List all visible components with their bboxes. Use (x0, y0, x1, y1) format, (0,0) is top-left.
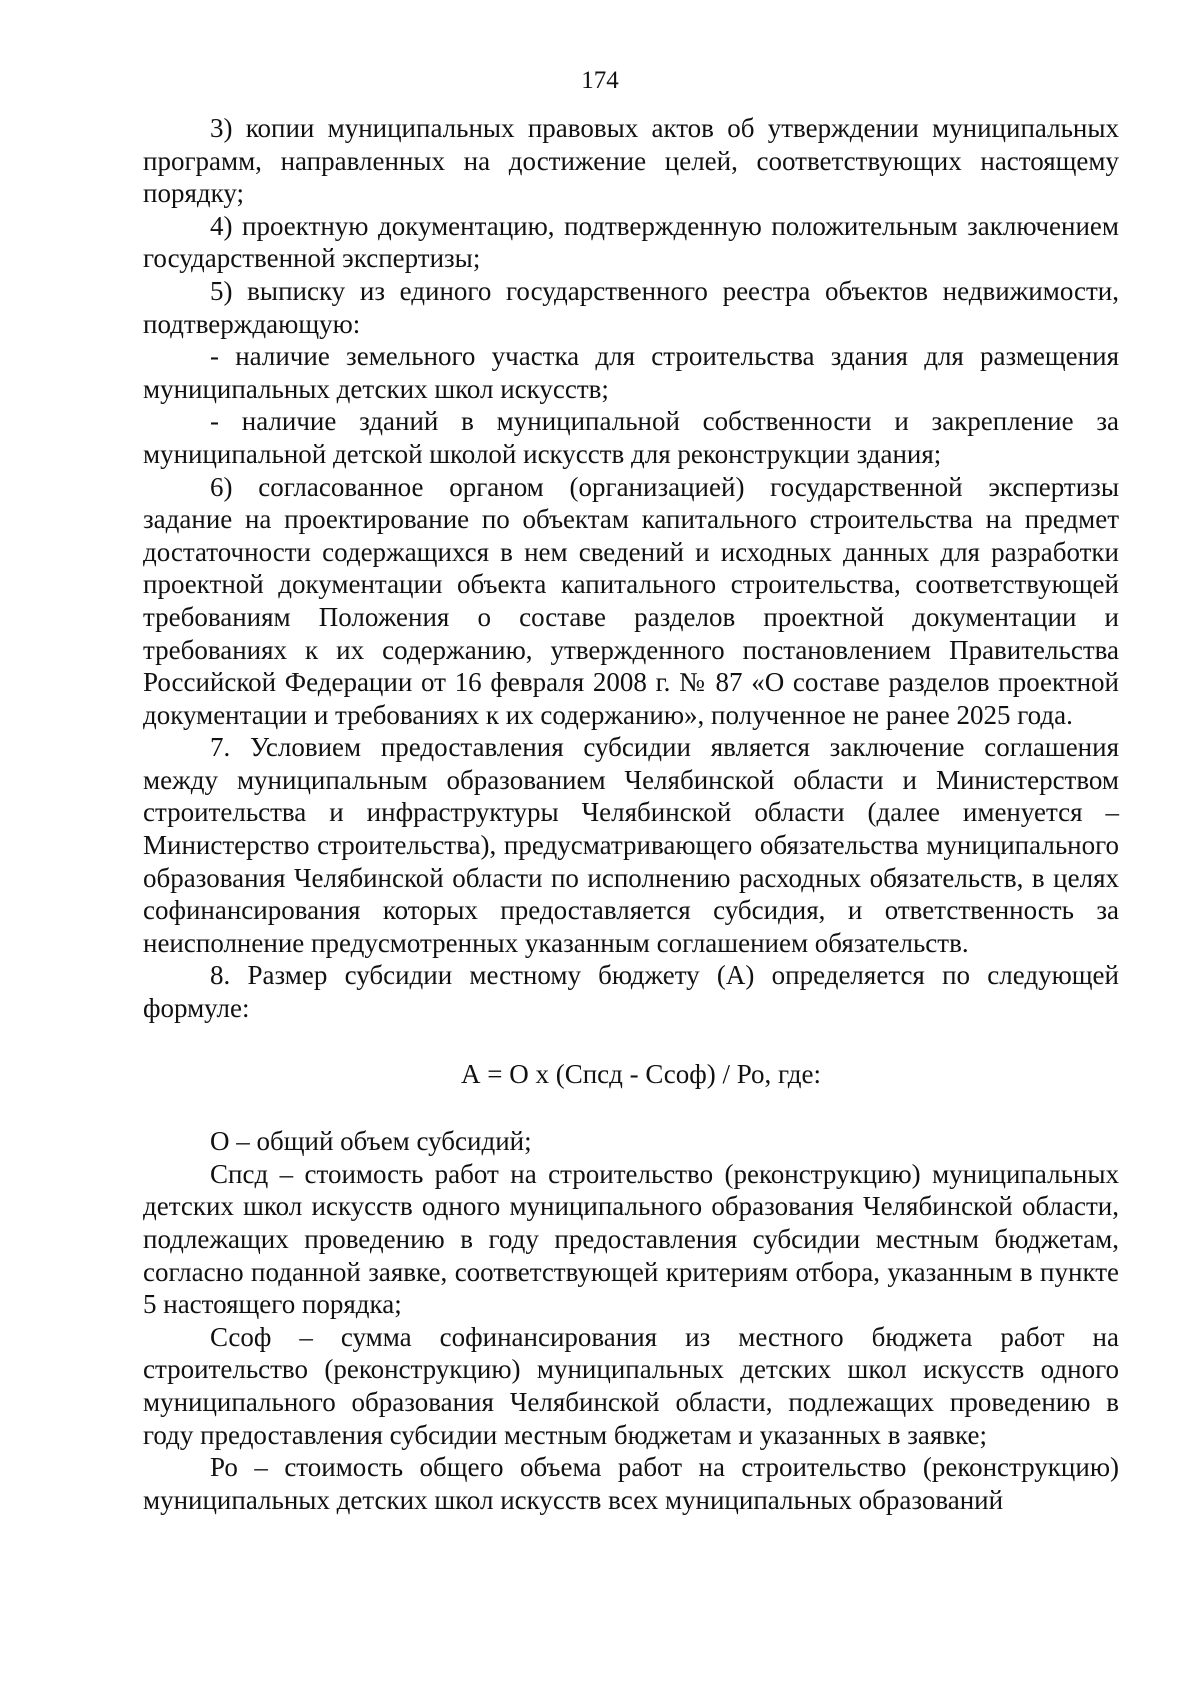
paragraph-clause-8: 8. Размер субсидии местному бюджету (А) определяется по следующей формуле: (143, 960, 1119, 1024)
paragraph-item-6: 6) согласованное органом (организацией) государственной экспертизы задание на проектирование по объектам капитального строительства на предмет достаточности содержащихся в нем сведений и исходных данных для разработки проектной документации объекта капитального строительства, соответствующей требованиям Положения о составе разделов проектной документации и требованиях к их содержанию, утвержденного постановлением Правительства Российской Федерации от 16 февраля 2008 г. № 87 «О составе разделов проектной документации и требованиях к их содержанию», полученное не ранее 2025 года. (143, 471, 1119, 730)
paragraph-bullet-buildings: - наличие зданий в муниципальной собственности и закрепление за муниципальной детской школой искусств для реконструкции здания; (143, 406, 1119, 469)
paragraph-clause-7: 7. Условием предоставления субсидии является заключение соглашения между муниципальным образованием Челябинской области и Министерством строительства и инфраструктуры Челябинской области (далее именуется – Министерство строительства), предусматривающего обязательства муниципального образования Челябинской области по исполнению расходных обязательств, в целях софинансирования которых предоставляется субсидия, и ответственность за неисполнение предусмотренных указанным соглашением обязательств. (143, 732, 1119, 958)
definition-ro: Ро – стоимость общего объема работ на строительство (реконструкцию) муниципальных детских школ искусств всех муниципальных образований (143, 1452, 1119, 1515)
page-number: 174 (581, 67, 619, 94)
paragraph-bullet-land-plot: - наличие земельного участка для строительства здания для размещения муниципальных детских школ искусств; (143, 341, 1119, 404)
definition-spsd: Спсд – стоимость работ на строительство (реконструкцию) муниципальных детских школ искусств одного муниципального образования Челябинской области, подлежащих проведению в году предоставления субсидии местным бюджетам, согласно поданной заявке, соответствующей критериям отбора, указанным в пункте 5 настоящего порядка; (143, 1158, 1119, 1320)
paragraph-item-5: 5) выписку из единого государственного реестра объектов недвижимости, подтверждающую: (143, 275, 1119, 339)
subsidy-formula: А = О х (Спсд - Ссоф) / Ро, где: (461, 1058, 821, 1089)
paragraph-item-3: 3) копии муниципальных правовых актов об утверждении муниципальных программ, направленных на достижение целей, соответствующих настоящему порядку; (143, 113, 1119, 209)
definition-o: О – общий объем субсидий; (210, 1126, 532, 1157)
document-body (143, 112, 1119, 1516)
paragraph-item-4: 4) проектную документацию, подтвержденную положительным заключением государственной экспертизы; (143, 210, 1119, 274)
definition-ssof: Ссоф – сумма софинансирования из местного бюджета работ на строительство (реконструкцию) муниципальных детских школ искусств одного муниципального образования Челябинской области, подлежащих проведению в году предоставления субсидии местным бюджетам и указанных в заявке; (143, 1321, 1119, 1450)
